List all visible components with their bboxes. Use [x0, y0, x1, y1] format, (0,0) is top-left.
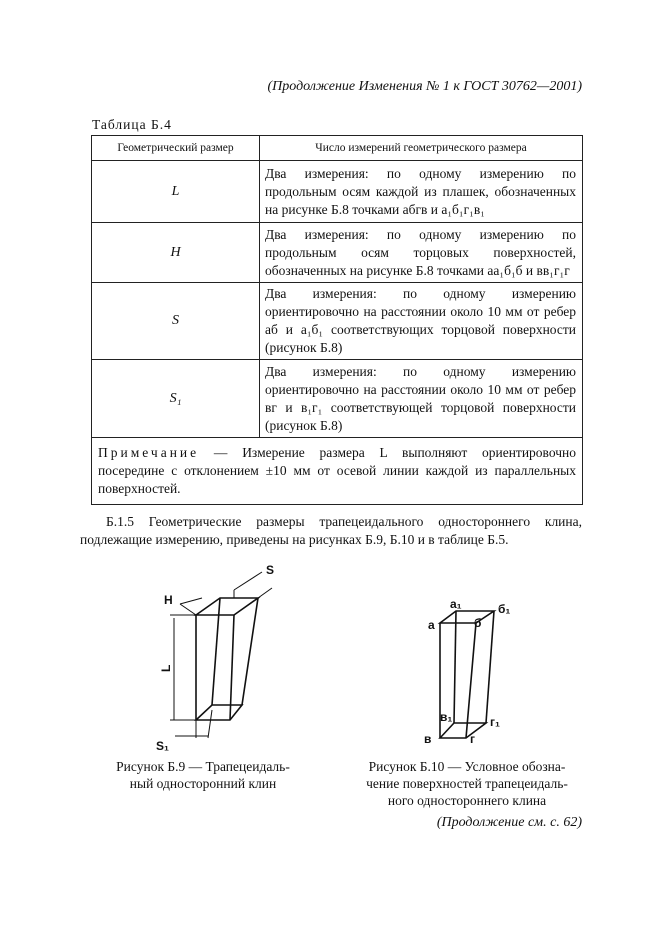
dimension-symbol: S	[92, 283, 260, 360]
table-note-row	[92, 438, 583, 505]
label-S: S	[266, 563, 275, 577]
page-footer: (Продолжение см. с. 62)	[436, 815, 582, 830]
dimension-description: Два измерения: по одному измерению по продольным осям торцовых поверхностей, обозначенных на рисунке Б.8 точками аа₁б₁б и вв₁г₁г	[260, 223, 583, 283]
table-row	[92, 223, 583, 283]
dimension-description: Два измерения: по одному измерению ориентировочно на расстоянии около 10 мм от ребер вг и в₁г₁ соответствующей торцовой поверхности (рисунок Б.8)	[260, 360, 583, 438]
caption-line: Рисунок Б.9 — Трапецеидаль-	[116, 759, 290, 774]
label-H: H	[164, 593, 173, 607]
dimension-table	[91, 135, 583, 505]
wedge-diagram	[150, 560, 290, 755]
label-b1: б₁	[498, 602, 511, 616]
table-note	[92, 438, 583, 505]
label-g1: г₁	[490, 715, 500, 729]
table-caption: Таблица Б.4	[92, 117, 172, 132]
label-L: L	[159, 664, 173, 672]
column-header-dimension: Геометрический размер	[92, 136, 260, 161]
caption-line: чение поверхностей трапецеидаль-	[366, 776, 568, 791]
label-S1: S₁	[156, 739, 169, 753]
label-a: а	[428, 618, 435, 632]
dimension-symbol: H	[92, 223, 260, 283]
note-label: Примечание	[98, 445, 200, 460]
label-b: б	[474, 616, 482, 630]
table-row	[92, 283, 583, 360]
page-header: (Продолжение Изменения № 1 к ГОСТ 30762—2001)	[267, 79, 582, 94]
caption-line: ный односторонний клин	[129, 776, 277, 791]
figure-10-caption	[348, 758, 586, 809]
caption-line: Рисунок Б.10 — Условное обозна-	[368, 759, 566, 774]
figure-9-caption	[98, 758, 308, 792]
surface-notation-diagram	[420, 595, 530, 750]
dimension-symbol: L	[92, 161, 260, 223]
label-g: г	[470, 732, 475, 746]
figure-9-wedge-drawing	[150, 560, 290, 755]
dimension-description: Два измерения: по одному измерению ориентировочно на расстоянии около 10 мм от ребер аб и а₁б₁ соответствующих торцовой поверхности (рисунок Б.8)	[260, 283, 583, 360]
body-paragraph: Б.1.5 Геометрические размеры трапецеидального одностороннего клина, подлежащие измерению, приведены на рисунках Б.9, Б.10 и в таблице Б.5.	[80, 514, 582, 547]
dimension-description: Два измерения: по одному измерению по продольным осям каждой из плашек, обозначенных на рисунке Б.8 точками абгв и а₁б₁г₁в₁	[260, 161, 583, 223]
figure-10-surface-drawing	[420, 595, 530, 750]
note-text: — Измерение размера L выполняют ориентировочно посередине с отклонением ±10 мм от осевой линии каждой из параллельных поверхностей.	[98, 445, 576, 496]
label-v: в	[424, 732, 432, 746]
table-row	[92, 161, 583, 223]
label-a1: а₁	[450, 597, 462, 611]
dimension-symbol: S₁	[92, 360, 260, 438]
table-row	[92, 360, 583, 438]
column-header-measurements: Число измерений геометрического размера	[260, 136, 583, 161]
caption-line: ного одностороннего клина	[387, 793, 547, 808]
table-header-row	[92, 136, 583, 161]
label-v1: в₁	[440, 710, 453, 724]
